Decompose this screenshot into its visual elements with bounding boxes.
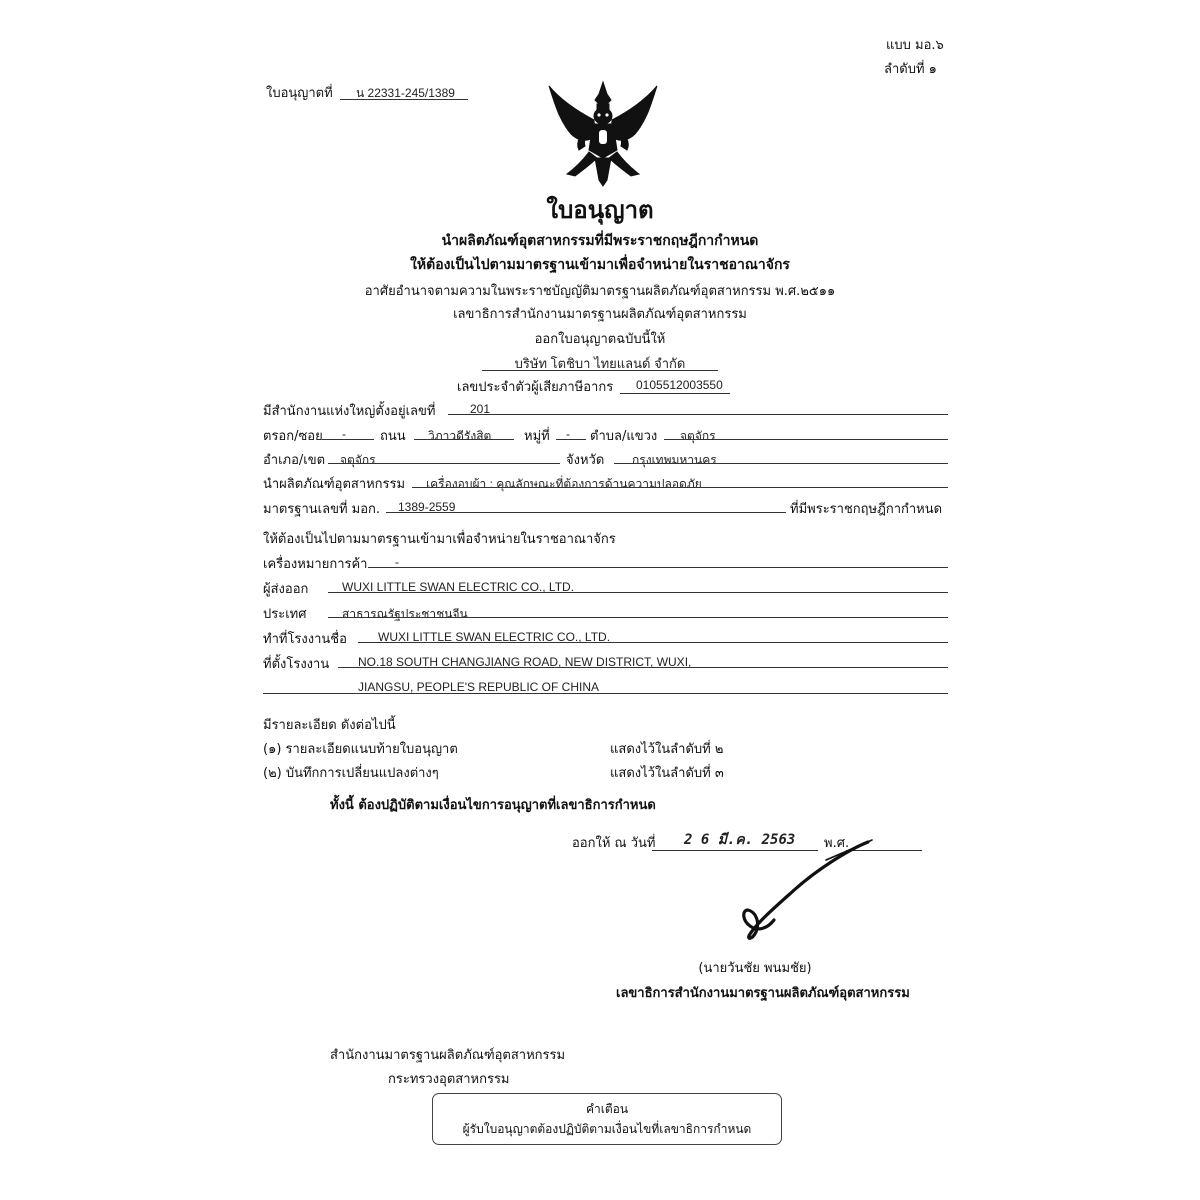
exporter-value: WUXI LITTLE SWAN ELECTRIC CO., LTD. [342,580,575,594]
page-title: ใบอนุญาต [546,196,654,224]
warning-text: ผู้รับใบอนุญาตต้องปฏิบัติตามเงื่อนไขที่เลขาธิการกำหนด [462,1122,752,1136]
details-item-2-location: แสดงไว้ในลำดับที่ ๓ [610,766,724,781]
exporter-line [328,592,948,593]
country-label: ประเทศ [263,607,307,622]
factory-location-line-2: JIANGSU, PEOPLE'S REPUBLIC OF CHINA [358,680,600,694]
country-line [328,617,948,618]
subdistrict-value: จตุจักร [680,429,716,443]
trademark-label: เครื่องหมายการค้า [263,557,368,572]
warning-box [432,1093,782,1145]
issued-label: ออกให้ ณ วันที่ [572,836,656,851]
office-no-value: 201 [470,402,491,416]
warning-title: คำเตือน [585,1102,629,1116]
form-order: ลำดับที่ ๑ [884,62,937,77]
license-no-value: น 22331-245/1389 [356,86,455,100]
standard-label: มาตรฐานเลขที่ มอก. [263,502,381,517]
lane-label: ตรอก/ซอย [263,429,323,444]
exporter-label: ผู้ส่งออก [263,582,309,597]
issuer-office: สำนักงานมาตรฐานผลิตภัณฑ์อุตสาหกรรม [330,1048,566,1063]
factory-location-rule-1 [338,667,948,668]
form-code: แบบ มอ.๖ [886,38,944,53]
factory-location-rule-2 [263,693,948,694]
district-label: อำเภอ/เขต [263,453,326,468]
province-label: จังหวัด [566,453,605,468]
district-line [328,463,560,464]
country-value: สาธารณรัฐประชาชนจีน [342,607,468,621]
tax-id-value: 0105512003550 [636,378,723,392]
license-no-label: ใบอนุญาตที่ [266,86,333,101]
standard-suffix: ที่มีพระราชกฤษฎีกากำหนด [790,502,943,517]
moo-label: หมู่ที่ [524,429,550,444]
province-value: กรุงเทพมหานคร [632,453,717,467]
lane-value: - [342,427,346,441]
factory-label: ทำที่โรงงานชื่อ [263,632,347,647]
signatory-title: เลขาธิการสำนักงานมาตรฐานผลิตภัณฑ์อุตสาหกรรม [616,986,910,1001]
factory-location-label: ที่ตั้งโรงงาน [263,657,330,672]
conform-text: ให้ต้องเป็นไปตามมาตรฐานเข้ามาเพื่อจำหน่ายในราชอาณาจักร [263,532,616,547]
product-line [412,487,948,488]
subdistrict-line [664,439,948,440]
garuda-emblem [545,80,661,188]
heading-line-4: เลขาธิการสำนักงานมาตรฐานผลิตภัณฑ์อุตสาหกรรม [453,307,747,322]
office-no-label: มีสำนักงานแห่งใหญ่ตั้งอยู่เลขที่ [263,404,436,419]
issued-date: 2 6 มี.ค. 2563 [684,832,796,848]
trademark-line [368,567,948,568]
details-item-1-location: แสดงไว้ในลำดับที่ ๒ [610,742,724,757]
standard-line [386,512,786,513]
heading-line-3: อาศัยอำนาจตามความในพระราชบัญญัติมาตรฐานผลิตภัณฑ์อุตสาหกรรม พ.ศ.๒๕๑๑ [364,284,836,299]
tax-id-label: เลขประจำตัวผู้เสียภาษีอากร [457,380,614,395]
road-label: ถนน [380,429,406,444]
issued-era: พ.ศ. [824,836,850,851]
product-value: เครื่องอบผ้า : คุณลักษณะที่ต้องการด้านความปลอดภัย [426,477,702,491]
standard-value: 1389-2559 [398,500,456,514]
tax-id-line [620,393,730,394]
license-no-line [340,99,468,100]
issuer-ministry: กระทรวงอุตสาหกรรม [388,1072,510,1087]
factory-value: WUXI LITTLE SWAN ELECTRIC CO., LTD. [378,630,611,644]
details-item-2-label: (๒) บันทึกการเปลี่ยนแปลงต่างๆ [263,766,439,781]
heading-line-1: นำผลิตภัณฑ์อุตสาหกรรมที่มีพระราชกฤษฎีกากำหนด [441,233,759,249]
company-line [482,370,718,371]
office-no-line [448,414,948,415]
road-line [414,439,514,440]
factory-location-line-1: NO.18 SOUTH CHANGJIANG ROAD, NEW DISTRICT, WUXI, [358,655,692,669]
factory-line [358,642,948,643]
moo-value: - [566,427,570,441]
moo-line [556,439,586,440]
signatory-name: (นายวันชัย พนมชัย) [698,961,812,976]
district-value: จตุจักร [340,453,376,467]
trademark-value: - [395,555,399,569]
heading-line-2: ให้ต้องเป็นไปตามมาตรฐานเข้ามาเพื่อจำหน่ายในราชอาณาจักร [410,257,790,273]
company-name: บริษัท โตชิบา ไทยแลนด์ จำกัด [514,356,686,371]
lane-line [322,439,374,440]
details-condition: ทั้งนี้ ต้องปฏิบัติตามเงื่อนไขการอนุญาตที่เลขาธิการกำหนด [330,798,656,813]
product-label: นำผลิตภัณฑ์อุตสาหกรรม [263,477,406,492]
subdistrict-label: ตำบล/แขวง [590,429,658,444]
heading-line-5: ออกใบอนุญาตฉบับนี้ให้ [534,332,666,347]
signature-mark [728,836,878,946]
province-line [614,463,948,464]
details-item-1-label: (๑) รายละเอียดแนบท้ายใบอนุญาต [263,742,458,757]
road-value: วิภาวดีรังสิต [428,429,492,443]
details-intro: มีรายละเอียด ดังต่อไปนี้ [263,718,396,733]
